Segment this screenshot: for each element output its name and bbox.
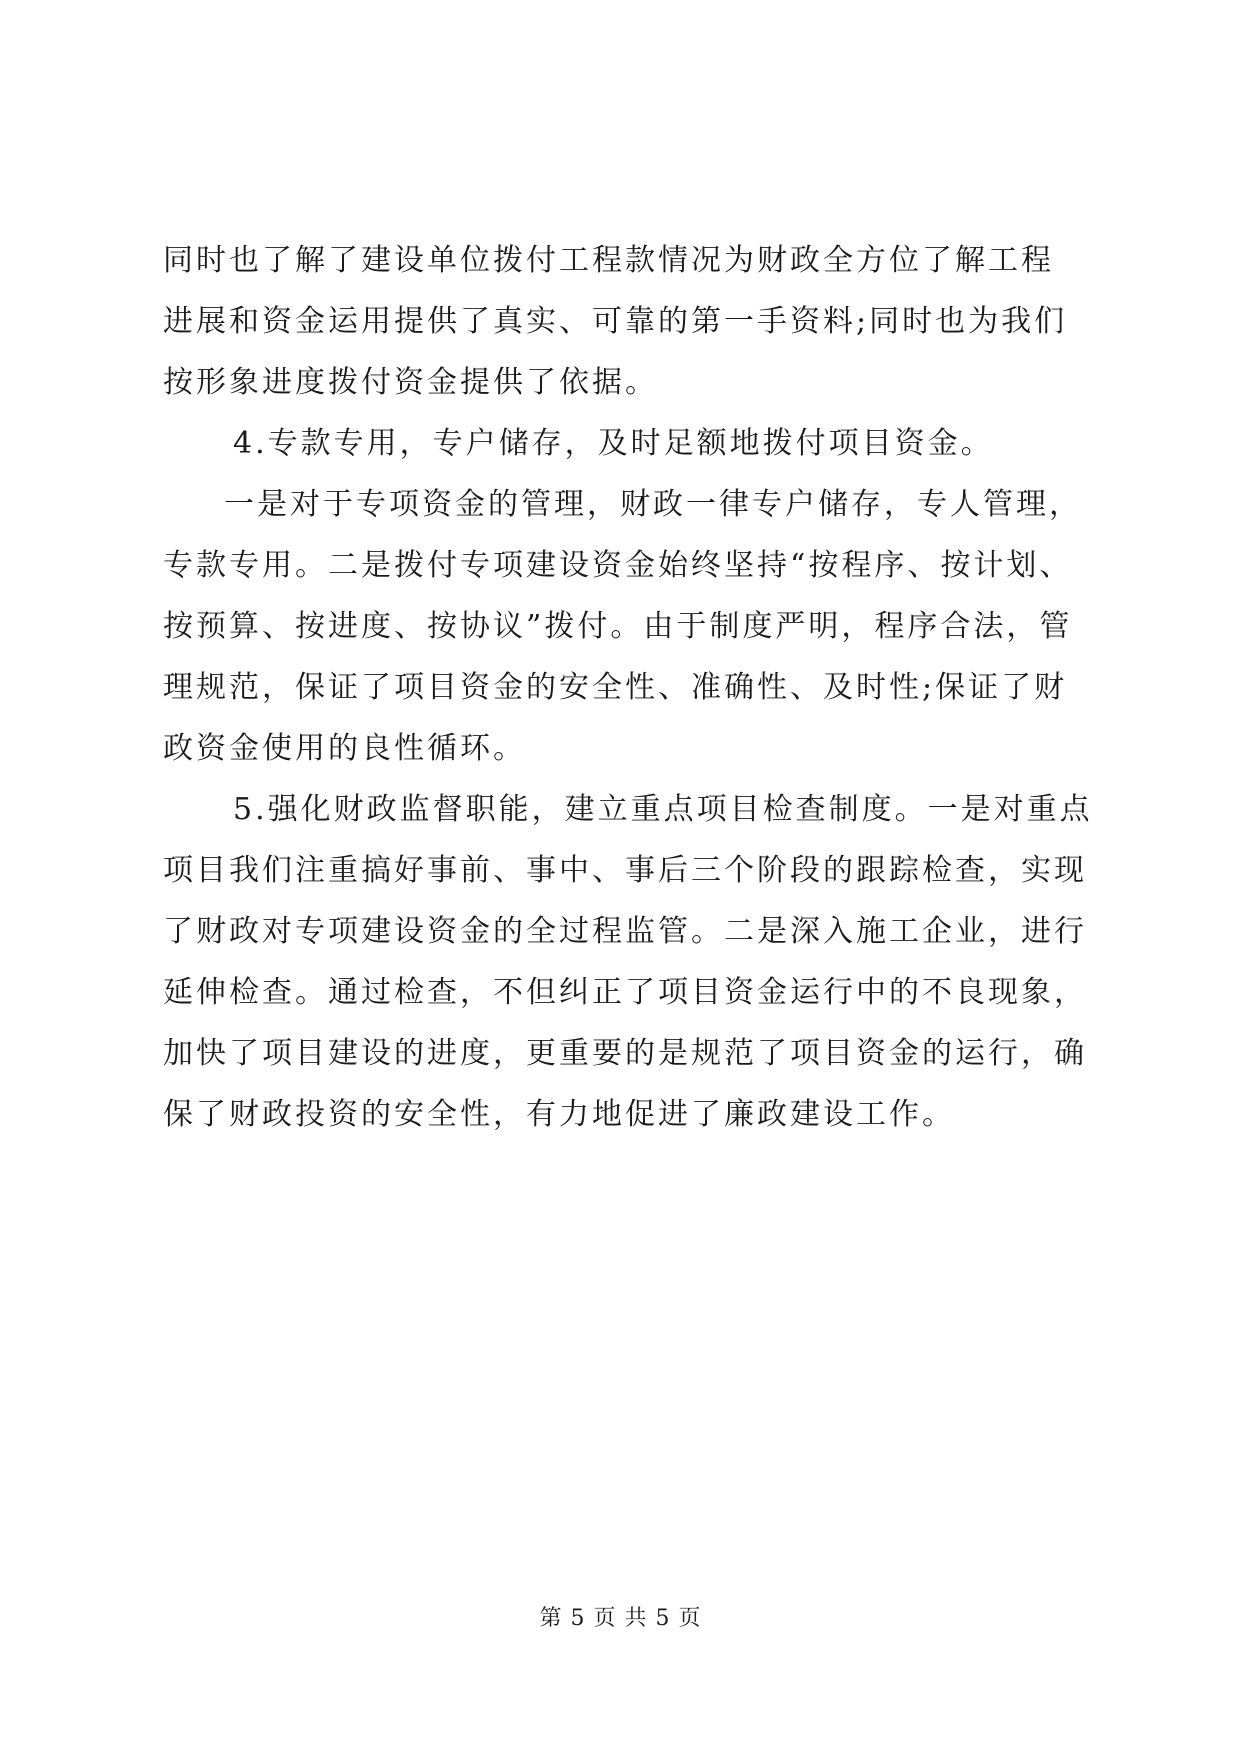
- text-line: 理规范，保证了项目资金的安全性、准确性、及时性;保证了财: [163, 670, 1068, 705]
- section-heading: 5.强化财政监督职能，建立重点项目检查制度。一是对重点: [233, 792, 1093, 827]
- page-footer: [0, 1604, 1241, 1634]
- text-line: 项目我们注重搞好事前、事中、事后三个阶段的跟踪检查，实现: [163, 853, 1087, 888]
- text-line: 保了财政投资的安全性，有力地促进了廉政建设工作。: [163, 1097, 955, 1132]
- text-line: 政资金使用的良性循环。: [163, 731, 526, 766]
- text-line: 专款专用。二是拨付专项建设资金始终坚持“按程序、按计划、: [163, 548, 1073, 583]
- text-line: 同时也了解了建设单位拨付工程款情况为财政全方位了解工程: [163, 243, 1054, 278]
- section-heading: 4.专款专用，专户储存，及时足额地拨付项目资金。: [233, 426, 994, 461]
- text-line: 进展和资金运用提供了真实、可靠的第一手资料;同时也为我们: [163, 304, 1068, 339]
- text-line: 了财政对专项建设资金的全过程监管。二是深入施工企业，进行: [163, 914, 1087, 949]
- page-number: 第 5 页 共 5 页: [539, 1606, 702, 1631]
- text-line: 按预算、按进度、按协议”拨付。由于制度严明，程序合法，管: [163, 609, 1073, 644]
- document-body: [163, 230, 1093, 1145]
- text-line: 加快了项目建设的进度，更重要的是规范了项目资金的运行，确: [163, 1036, 1087, 1071]
- text-line: 按形象进度拨付资金提供了依据。: [163, 365, 658, 400]
- text-line: 延伸检查。通过检查，不但纠正了项目资金运行中的不良现象，: [163, 975, 1087, 1010]
- text-line: 一是对于专项资金的管理，财政一律专户储存，专人管理，: [224, 487, 1082, 522]
